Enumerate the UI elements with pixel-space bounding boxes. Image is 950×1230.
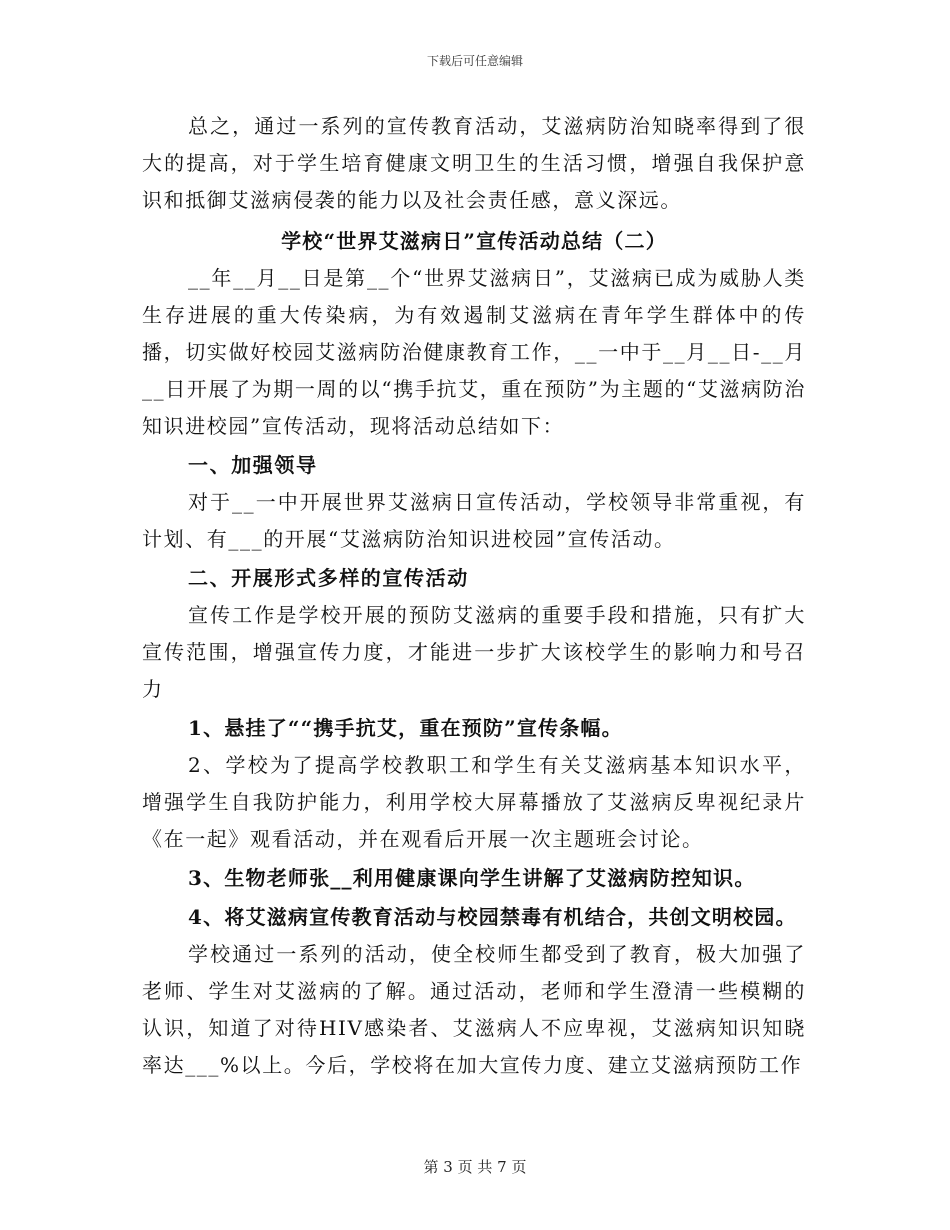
list-item-1: 1、悬挂了““携手抗艾，重在预防”宣传条幅。 [188,716,623,740]
closing-paragraph: 学校通过一系列的活动，使全校师生都受到了教育，极大加强了老师、学生对艾滋病的了解。通过活动，老师和学生澄清一些模糊的认识，知道了对待HIV感染者、艾滋病人不应卑视，艾滋病知识知晓率达___%以上。今后，学校将在加大宣传力度、建立艾滋病预防工作 [142,942,806,1077]
intro-paragraph: __年__月__日是第__个“世界艾滋病日”，艾滋病已成为威胁人类生存进展的重大传染病，为有效遏制艾滋病在青年学生群体中的传播，切实做好校园艾滋病防治健康教育工作，__一中于__月__日-__月__日开展了为期一周的以“携手抗艾，重在预防”为主题的“艾滋病防治知识进校园”宣传活动，现将活动总结如下： [142,266,806,438]
document-title: 学校“世界艾滋病日”宣传活动总结（二） [281,229,667,253]
section-1-paragraph: 对于__一中开展世界艾滋病日宣传活动，学校领导非常重视，有计划、有___的开展“艾滋病防治知识进校园”宣传活动。 [142,490,806,551]
page-indicator: 第 3 页 共 7 页 [423,1158,527,1176]
section-heading-2: 二、开展形式多样的宣传活动 [188,566,469,590]
download-edit-note: 下载后可任意编辑 [426,54,523,68]
section-2-paragraph: 宣传工作是学校开展的预防艾滋病的重要手段和措施，只有扩大宣传范围，增强宣传力度，才能进一步扩大该校学生的影响力和号召力 [142,603,806,701]
list-item-4: 4、将艾滋病宣传教育活动与校园禁毒有机结合，共创文明校园。 [188,905,797,929]
list-item-2: 2、学校为了提高学校教职工和学生有关艾滋病基本知识水平，增强学生自我防护能力，利用学校大屏幕播放了艾滋病反卑视纪录片《在一起》观看活动，并在观看后开展一次主题班会讨论。 [142,753,806,851]
summary-paragraph: 总之，通过一系列的宣传教育活动，艾滋病防治知晓率得到了很大的提高，对于学生培育健康文明卫生的生活习惯，增强自我保护意识和抵御艾滋病侵袭的能力以及社会责任感，意义深远。 [142,114,806,212]
list-item-3: 3、生物老师张__利用健康课向学生讲解了艾滋病防控知识。 [188,866,756,890]
document-body [142,108,806,1084]
section-heading-1: 一、加强领导 [188,453,318,477]
